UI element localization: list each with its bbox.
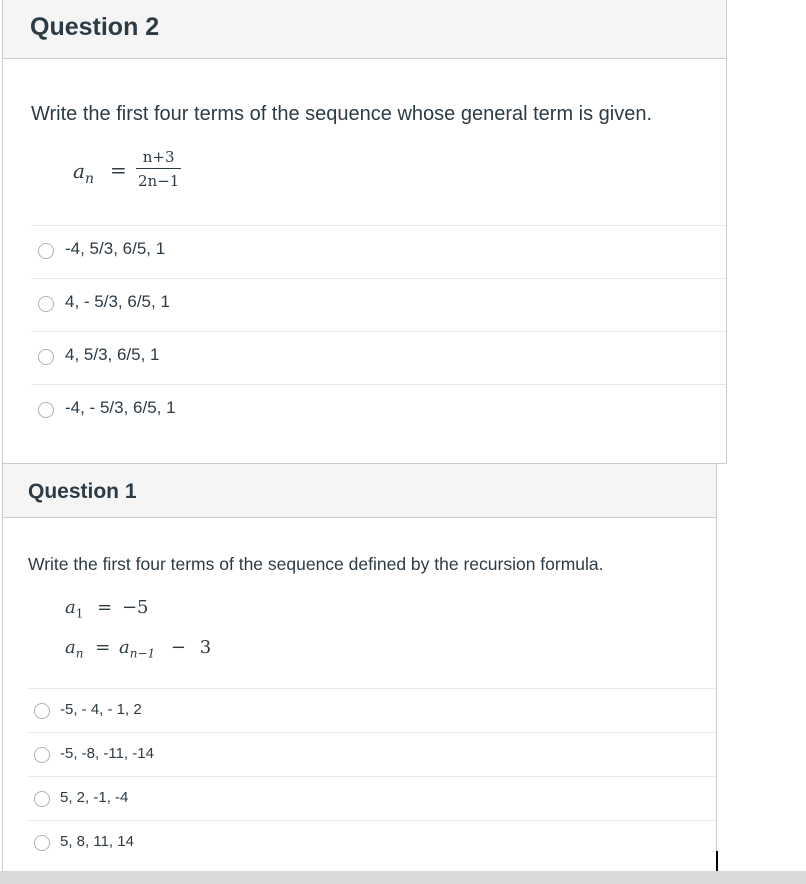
answer-option[interactable] [28, 732, 716, 776]
radio-button[interactable] [38, 243, 54, 259]
answer-label: -5, -8, -11, -14 [60, 745, 154, 762]
question-2-prompt: Write the first four terms of the sequence whose general term is given. [31, 103, 653, 125]
radio-button[interactable] [38, 402, 54, 418]
question-2-formula-lhs [73, 159, 94, 187]
answer-label: 5, 2, -1, -4 [60, 789, 129, 806]
radio-button[interactable] [38, 296, 54, 312]
formula-var: a [73, 159, 85, 183]
formula-rhs-var: a [119, 637, 130, 658]
answer-label: 5, 8, 11, 14 [60, 833, 134, 850]
answer-label: -4, 5/3, 6/5, 1 [65, 239, 166, 258]
answer-option[interactable] [28, 688, 716, 732]
formula-rhs-const: 3 [199, 637, 212, 658]
radio-button[interactable] [34, 703, 50, 719]
answer-option[interactable] [28, 820, 716, 864]
answer-label: -4, - 5/3, 6/5, 1 [65, 398, 176, 417]
radio-button[interactable] [34, 791, 50, 807]
answer-label: 4, 5/3, 6/5, 1 [65, 345, 160, 364]
radio-button[interactable] [38, 349, 54, 365]
answer-option[interactable] [31, 278, 726, 331]
answer-label: 4, - 5/3, 6/5, 1 [65, 292, 170, 311]
question-1-formula-2 [65, 637, 211, 661]
formula-rhs: −5 [121, 597, 149, 618]
radio-button[interactable] [34, 835, 50, 851]
formula-var: a [65, 637, 76, 658]
formula-sub: n [75, 646, 84, 661]
question-1-header [3, 464, 716, 518]
formula-var: a [65, 597, 76, 618]
question-1-formula-1 [65, 597, 148, 621]
answer-option[interactable] [28, 776, 716, 820]
question-2-formula-eq: = [110, 158, 127, 182]
question-2-title: Question 2 [30, 13, 160, 41]
question-2-formula-fraction [136, 148, 181, 190]
question-1-prompt: Write the first four terms of the sequence defined by the recursion formula. [28, 554, 604, 574]
formula-sub: n [84, 171, 94, 187]
question-2-header [3, 0, 726, 59]
formula-eq: = [95, 637, 111, 658]
question-1-title: Question 1 [28, 480, 137, 503]
formula-op: − [170, 637, 187, 658]
answer-label: -5, - 4, - 1, 2 [60, 701, 142, 718]
bottom-bar [0, 871, 806, 884]
question-2-card [2, 0, 727, 464]
radio-button[interactable] [34, 747, 50, 763]
question-1-answers [28, 688, 716, 864]
question-1-card [2, 463, 717, 875]
formula-eq: = [97, 597, 113, 618]
fraction-denominator: 2n−1 [136, 168, 181, 190]
text-cursor [716, 851, 718, 871]
answer-option[interactable] [31, 225, 726, 278]
fraction-numerator: n+3 [142, 148, 175, 166]
formula-rhs-sub: n−1 [129, 646, 156, 661]
formula-sub: 1 [75, 606, 84, 621]
question-2-answers [31, 225, 726, 417]
answer-option[interactable] [31, 331, 726, 384]
answer-option[interactable] [31, 384, 726, 437]
